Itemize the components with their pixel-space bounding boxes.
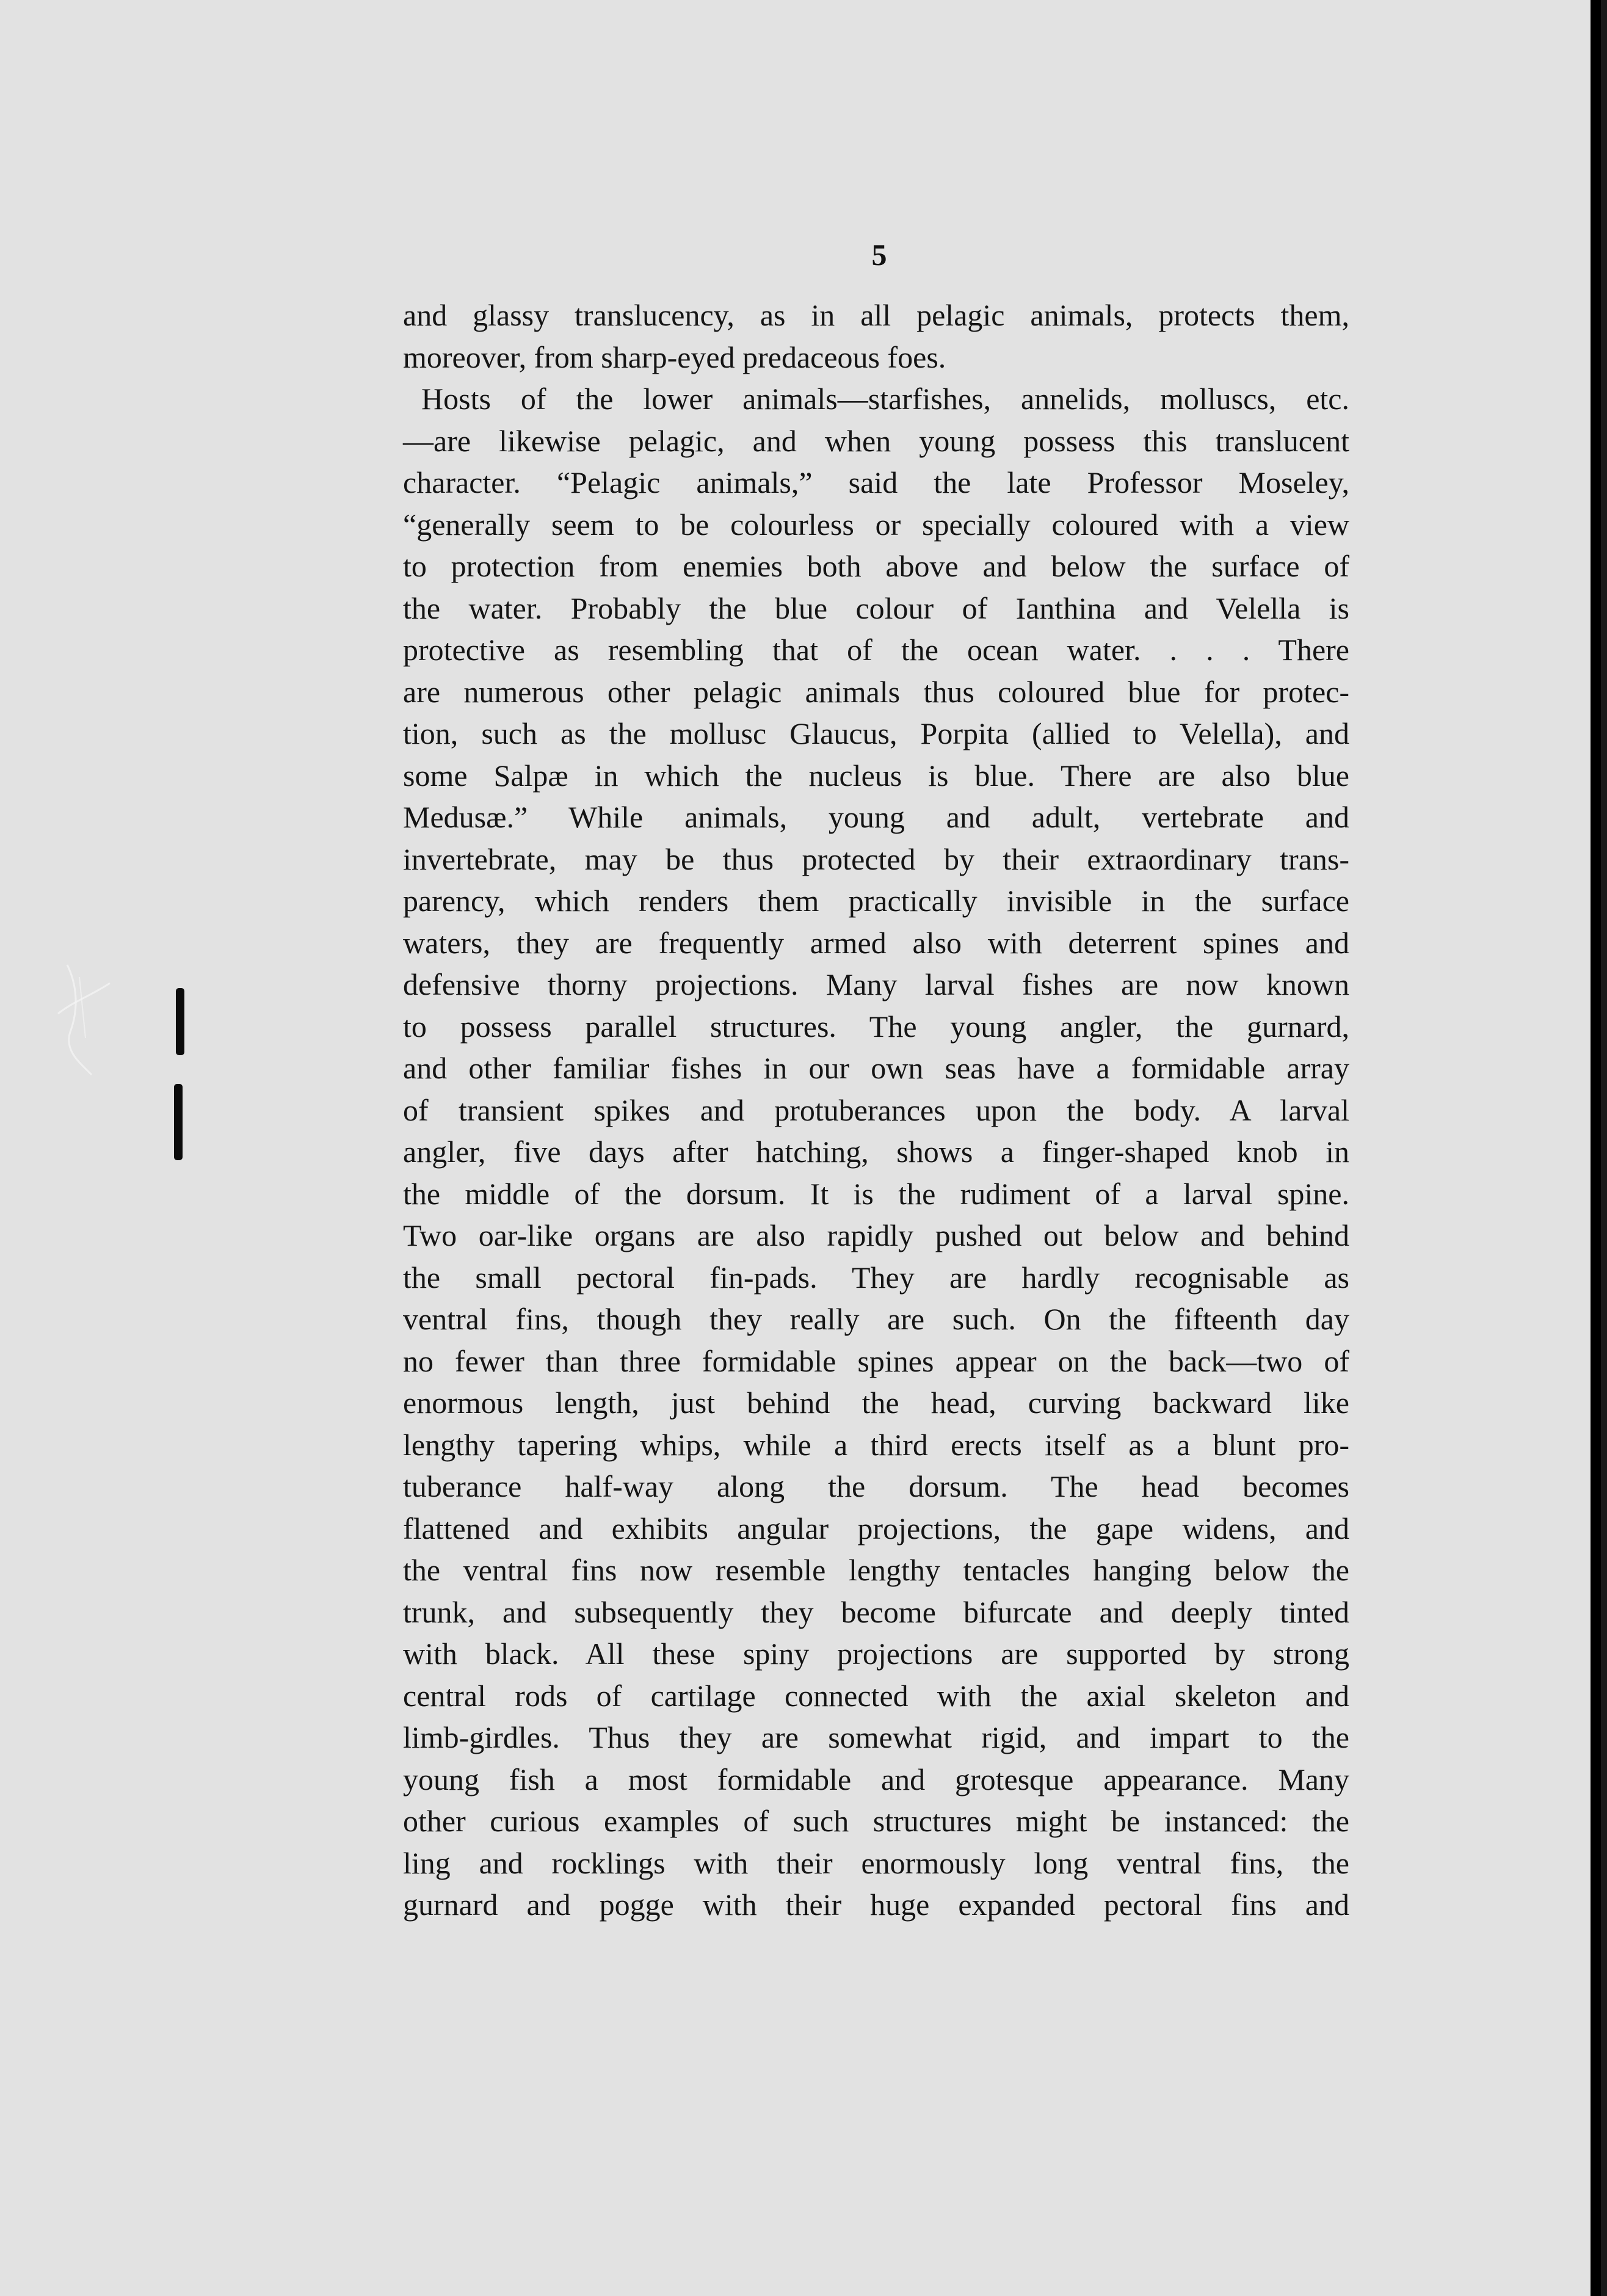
- text-line: tion, such as the mollusc Glaucus, Porpita (allied to Velella), and: [403, 716, 1349, 750]
- text-line: tuberance half-way along the dorsum. The head becomes: [403, 1469, 1349, 1503]
- text-line: to possess parallel structures. The young angler, the gurnard,: [403, 1009, 1349, 1044]
- text-line: the middle of the dorsum. It is the rudiment of a larval spine.: [403, 1176, 1349, 1211]
- page-number: 5: [871, 238, 887, 272]
- text-line: gurnard and pogge with their huge expanded pectoral fins and: [403, 1887, 1349, 1922]
- text-line: Two oar-like organs are also rapidly pushed out below and behind: [403, 1218, 1349, 1252]
- text-line: and glassy translucency, as in all pelagic animals, protects them,: [403, 298, 1349, 332]
- text-line: ling and rocklings with their enormously long ventral fins, the: [403, 1845, 1349, 1880]
- text-line: the ventral fins now resemble lengthy tentacles hanging below the: [403, 1553, 1349, 1587]
- text-line: and other familiar fishes in our own seas have a formidable array: [403, 1051, 1349, 1085]
- text-line: some Salpæ in which the nucleus is blue. There are also blue: [403, 758, 1349, 793]
- text-line: character. “Pelagic animals,” said the late Professor Moseley,: [403, 465, 1349, 500]
- text-line: “generally seem to be colourless or specially coloured with a view: [403, 507, 1349, 542]
- pencil-scribble: [43, 940, 134, 1087]
- page-edge-shadow: [1601, 0, 1607, 2296]
- text-line: protective as resembling that of the ocean water. . . . There: [403, 633, 1349, 667]
- text-line: enormous length, just behind the head, curving backward like: [403, 1386, 1349, 1420]
- text-line: waters, they are frequently armed also with deterrent spines and: [403, 925, 1349, 960]
- text-line: trunk, and subsequently they become bifurcate and deeply tinted: [403, 1594, 1349, 1629]
- text-line: angler, five days after hatching, shows a finger-shaped knob in: [403, 1135, 1349, 1169]
- text-line: no fewer than three formidable spines appear on the back—two of: [403, 1343, 1349, 1378]
- text-line: parency, which renders them practically invisible in the surface: [403, 884, 1349, 918]
- text-line: limb-girdles. Thus they are somewhat rigid, and impart to the: [403, 1720, 1349, 1754]
- text-line: Hosts of the lower animals—starfishes, annelids, molluscs, etc.: [421, 382, 1349, 416]
- binding-mark-upper: [176, 988, 184, 1055]
- binding-mark-lower: [174, 1084, 183, 1160]
- text-line: central rods of cartilage connected with the axial skeleton and: [403, 1678, 1349, 1713]
- text-line: to protection from enemies both above and below the surface of: [403, 549, 1349, 583]
- text-line: with black. All these spiny projections are supported by strong: [403, 1637, 1349, 1671]
- text-line: are numerous other pelagic animals thus coloured blue for protec-: [403, 674, 1349, 709]
- text-line: ventral fins, though they really are such. On the fifteenth day: [403, 1302, 1349, 1336]
- text-line: —are likewise pelagic, and when young possess this translucent: [403, 423, 1349, 458]
- text-line: of transient spikes and protuberances upon the body. A larval: [403, 1092, 1349, 1127]
- text-line: flattened and exhibits angular projections, the gape widens, and: [403, 1511, 1349, 1546]
- text-line: young fish a most formidable and grotesque appearance. Many: [403, 1762, 1349, 1796]
- text-line: Medusæ.” While animals, young and adult, vertebrate and: [403, 800, 1349, 834]
- text-line: lengthy tapering whips, while a third erects itself as a blunt pro-: [403, 1427, 1349, 1462]
- text-line: invertebrate, may be thus protected by their extraordinary trans-: [403, 841, 1349, 876]
- text-line: moreover, from sharp-eyed predaceous foes.: [403, 340, 946, 374]
- text-line: defensive thorny projections. Many larval fishes are now known: [403, 967, 1349, 1001]
- body-text: [403, 294, 1349, 1926]
- text-line: other curious examples of such structures might be instanced: the: [403, 1804, 1349, 1838]
- text-line: the water. Probably the blue colour of Ianthina and Velella is: [403, 590, 1349, 625]
- text-line: the small pectoral fin-pads. They are hardly recognisable as: [403, 1260, 1349, 1295]
